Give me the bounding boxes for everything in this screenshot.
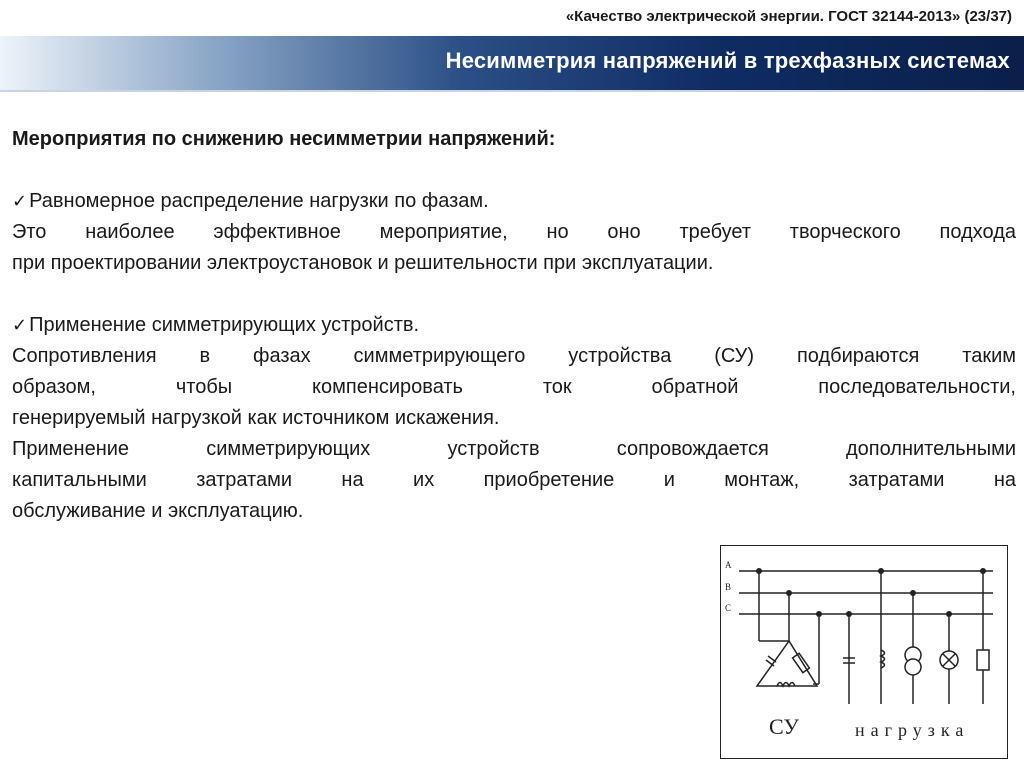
paragraph-line: Применение симметрирующих устройств сопровождается дополнительными [12, 438, 1016, 460]
presentation-caption: «Качество электрической энергии. ГОСТ 32144-2013» (23/37) [565, 8, 1012, 25]
item-title-text: Равномерное распределение нагрузки по фазам. [29, 190, 489, 212]
circuit-diagram-svg [721, 546, 1007, 758]
load-label: нагрузка [855, 720, 970, 740]
circuit-diagram [720, 545, 1008, 759]
paragraph-line: генерируемый нагрузкой как источником искажения. [12, 407, 500, 429]
slide-title: Несимметрия напряжений в трехфазных системах [445, 48, 1010, 73]
phase-label-a: A [725, 560, 732, 570]
paragraph-line: обслуживание и эксплуатацию. [12, 500, 304, 522]
paragraph-line: образом, чтобы компенсировать ток обратной последовательности, [12, 376, 1016, 398]
section-heading: Мероприятия по снижению несимметрии напряжений: [12, 128, 556, 150]
checkmark-icon: ✓ [12, 315, 28, 336]
su-label: СУ [769, 714, 799, 739]
item-title-load-distribution [12, 186, 1016, 217]
item-title-text: Применение симметрирующих устройств. [29, 314, 420, 336]
title-banner [0, 36, 1024, 92]
slide-content [12, 124, 1016, 527]
paragraph-line: Это наиболее эффективное мероприятие, но оно требует творческого подхода [12, 221, 1016, 243]
item-title-symmetrizing-devices [12, 310, 1016, 341]
paragraph-line: при проектировании электроустановок и решительности при эксплуатации. [12, 252, 714, 274]
paragraph-line: капитальными затратами на их приобретение и монтаж, затратами на [12, 469, 1016, 491]
delta-triangle [757, 641, 817, 686]
checkmark-icon: ✓ [12, 191, 28, 212]
phase-label-b: B [725, 582, 732, 592]
phase-label-c: C [725, 603, 732, 613]
paragraph-line: Сопротивления в фазах симметрирующего устройства (СУ) подбираются таким [12, 345, 1016, 367]
